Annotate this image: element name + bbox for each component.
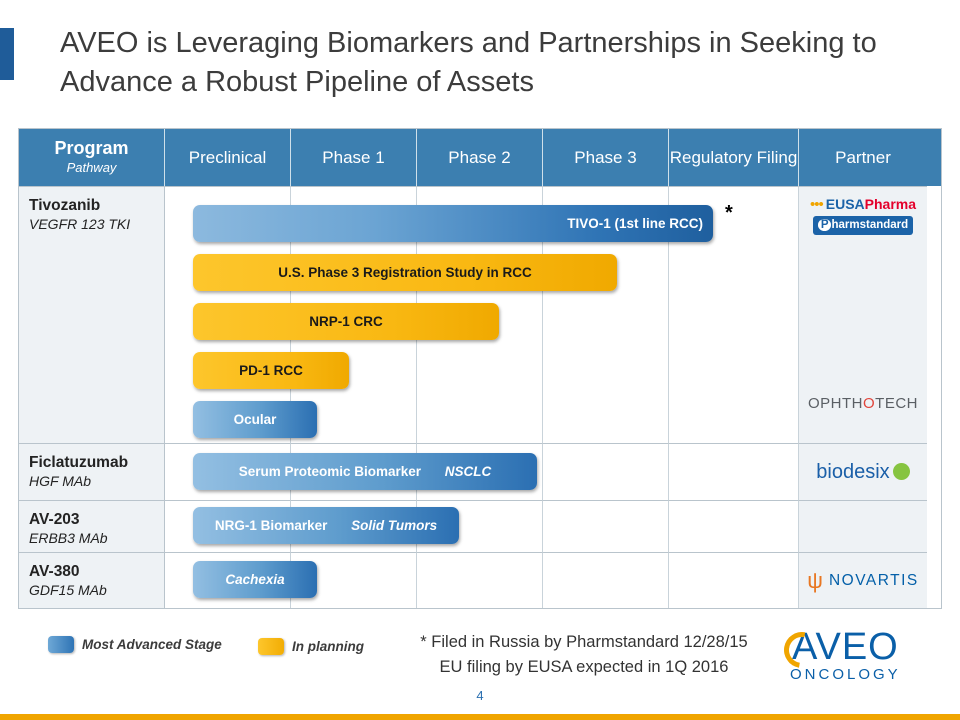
header-preclinical: Preclinical bbox=[165, 129, 291, 186]
program-name: AV-380 bbox=[29, 563, 80, 580]
legend-swatch-amber bbox=[258, 638, 284, 655]
cell-phase-3 bbox=[543, 500, 669, 552]
footnote-line-2: EU filing by EUSA expected in 1Q 2016 bbox=[439, 658, 729, 676]
header-phase-2: Phase 2 bbox=[417, 129, 543, 186]
ophthotech-logo bbox=[808, 395, 918, 412]
program-name: Ficlatuzumab bbox=[29, 454, 129, 471]
cell-phase-2 bbox=[417, 500, 543, 552]
pharmstandard-p: P bbox=[818, 219, 832, 231]
cell-phase-2 bbox=[417, 552, 543, 608]
bar-label: Ocular bbox=[233, 412, 277, 427]
bar-label-main: Serum Proteomic Biomarker bbox=[238, 464, 425, 479]
cell-preclinical bbox=[165, 500, 291, 552]
bar-label-italic: Solid Tumors bbox=[351, 518, 438, 533]
aveo-name: AVEO bbox=[791, 626, 899, 668]
table-row bbox=[19, 552, 941, 608]
cell-phase-3 bbox=[543, 186, 669, 443]
partner-cell-ficlatuzumab bbox=[799, 443, 927, 500]
bar-label-italic: NSCLC bbox=[444, 464, 492, 479]
cell-regulatory bbox=[669, 500, 799, 552]
bar-label: TIVO-1 (1st line RCC) bbox=[567, 216, 703, 231]
cell-regulatory bbox=[669, 186, 799, 443]
partner-cell-av-380 bbox=[799, 552, 927, 608]
legend-item-in-planning bbox=[258, 638, 364, 655]
bar-label: Cachexia bbox=[225, 572, 285, 587]
table-row bbox=[19, 500, 941, 552]
partner-cell-av-203 bbox=[799, 500, 927, 552]
cell-phase-1 bbox=[291, 552, 417, 608]
cell-preclinical bbox=[165, 443, 291, 500]
table-header-row bbox=[19, 129, 941, 186]
header-regulatory-filing: Regulatory Filing bbox=[669, 129, 799, 186]
slide-footer bbox=[0, 616, 960, 720]
legend-item-most-advanced bbox=[48, 636, 222, 653]
aveo-sub: ONCOLOGY bbox=[790, 666, 901, 683]
ophthotech-text-a: OPHTH bbox=[807, 395, 863, 412]
pharmstandard-logo bbox=[813, 216, 913, 235]
pharmstandard-text: harmstandard bbox=[831, 219, 909, 231]
partner-cell-tivozanib bbox=[799, 186, 927, 443]
ophthotech-text-b: TECH bbox=[875, 395, 918, 412]
legend-label: In planning bbox=[292, 639, 364, 654]
cell-preclinical bbox=[165, 552, 291, 608]
cell-phase-3 bbox=[543, 443, 669, 500]
table-row bbox=[19, 186, 941, 443]
footnote bbox=[384, 630, 784, 680]
novartis-text: NOVARTIS bbox=[828, 571, 919, 589]
cell-regulatory bbox=[669, 552, 799, 608]
program-name: Tivozanib bbox=[29, 197, 101, 214]
footnote-line-1: * Filed in Russia by Pharmstandard 12/28/15 bbox=[420, 633, 748, 651]
eusa-dots-icon: ••• bbox=[809, 196, 823, 213]
header-program-label: Program bbox=[54, 137, 129, 158]
program-cell-tivozanib bbox=[19, 186, 165, 443]
table-row bbox=[19, 443, 941, 500]
eusa-pharma-logo bbox=[810, 197, 916, 235]
novartis-logo bbox=[807, 568, 919, 594]
program-cell-ficlatuzumab bbox=[19, 443, 165, 500]
eusa-pharma-text: Pharma bbox=[864, 196, 917, 212]
cell-phase-2 bbox=[417, 186, 543, 443]
program-cell-av-380 bbox=[19, 552, 165, 608]
header-program bbox=[19, 129, 165, 186]
program-cell-av-203 bbox=[19, 500, 165, 552]
header-phase-3: Phase 3 bbox=[543, 129, 669, 186]
program-pathway: VEGFR 123 TKI bbox=[29, 216, 131, 232]
bottom-accent-bar bbox=[0, 714, 960, 720]
program-pathway: HGF MAb bbox=[29, 473, 91, 489]
page-number: 4 bbox=[476, 688, 484, 703]
bar-label: U.S. Phase 3 Registration Study in RCC bbox=[278, 265, 532, 280]
biodesix-text: biodesix bbox=[816, 460, 890, 483]
cell-phase-1 bbox=[291, 443, 417, 500]
page-title: AVEO is Leveraging Biomarkers and Partnerships in Seeking to Advance a Robust Pipeline of Assets bbox=[60, 27, 877, 98]
header-phase-1: Phase 1 bbox=[291, 129, 417, 186]
bar-label: NRP-1 CRC bbox=[309, 314, 383, 329]
leaf-icon bbox=[893, 463, 910, 480]
cell-preclinical bbox=[165, 186, 291, 443]
legend-label: Most Advanced Stage bbox=[82, 637, 222, 652]
novartis-mark-icon: ψ bbox=[807, 567, 823, 593]
program-name: AV-203 bbox=[29, 511, 80, 528]
ophthotech-o-icon: O bbox=[862, 395, 876, 412]
header-partner: Partner bbox=[835, 147, 891, 167]
cell-phase-1 bbox=[291, 500, 417, 552]
header-program-sub: Pathway bbox=[66, 159, 117, 175]
cell-phase-3 bbox=[543, 552, 669, 608]
biodesix-logo bbox=[816, 461, 909, 484]
cell-regulatory bbox=[669, 443, 799, 500]
aveo-oncology-logo bbox=[790, 628, 901, 683]
program-pathway: ERBB3 MAb bbox=[29, 530, 108, 546]
bar-label-main: NRG-1 Biomarker bbox=[214, 518, 332, 533]
regulatory-asterisk: * bbox=[725, 202, 733, 224]
eusa-eu-text: EUSA bbox=[825, 196, 865, 212]
cell-phase-1 bbox=[291, 186, 417, 443]
legend-swatch-blue bbox=[48, 636, 74, 653]
title-accent-bar bbox=[0, 28, 14, 80]
bar-label: PD-1 RCC bbox=[239, 363, 303, 378]
program-pathway: GDF15 MAb bbox=[29, 582, 107, 598]
cell-phase-2 bbox=[417, 443, 543, 500]
pipeline-table bbox=[18, 128, 942, 609]
